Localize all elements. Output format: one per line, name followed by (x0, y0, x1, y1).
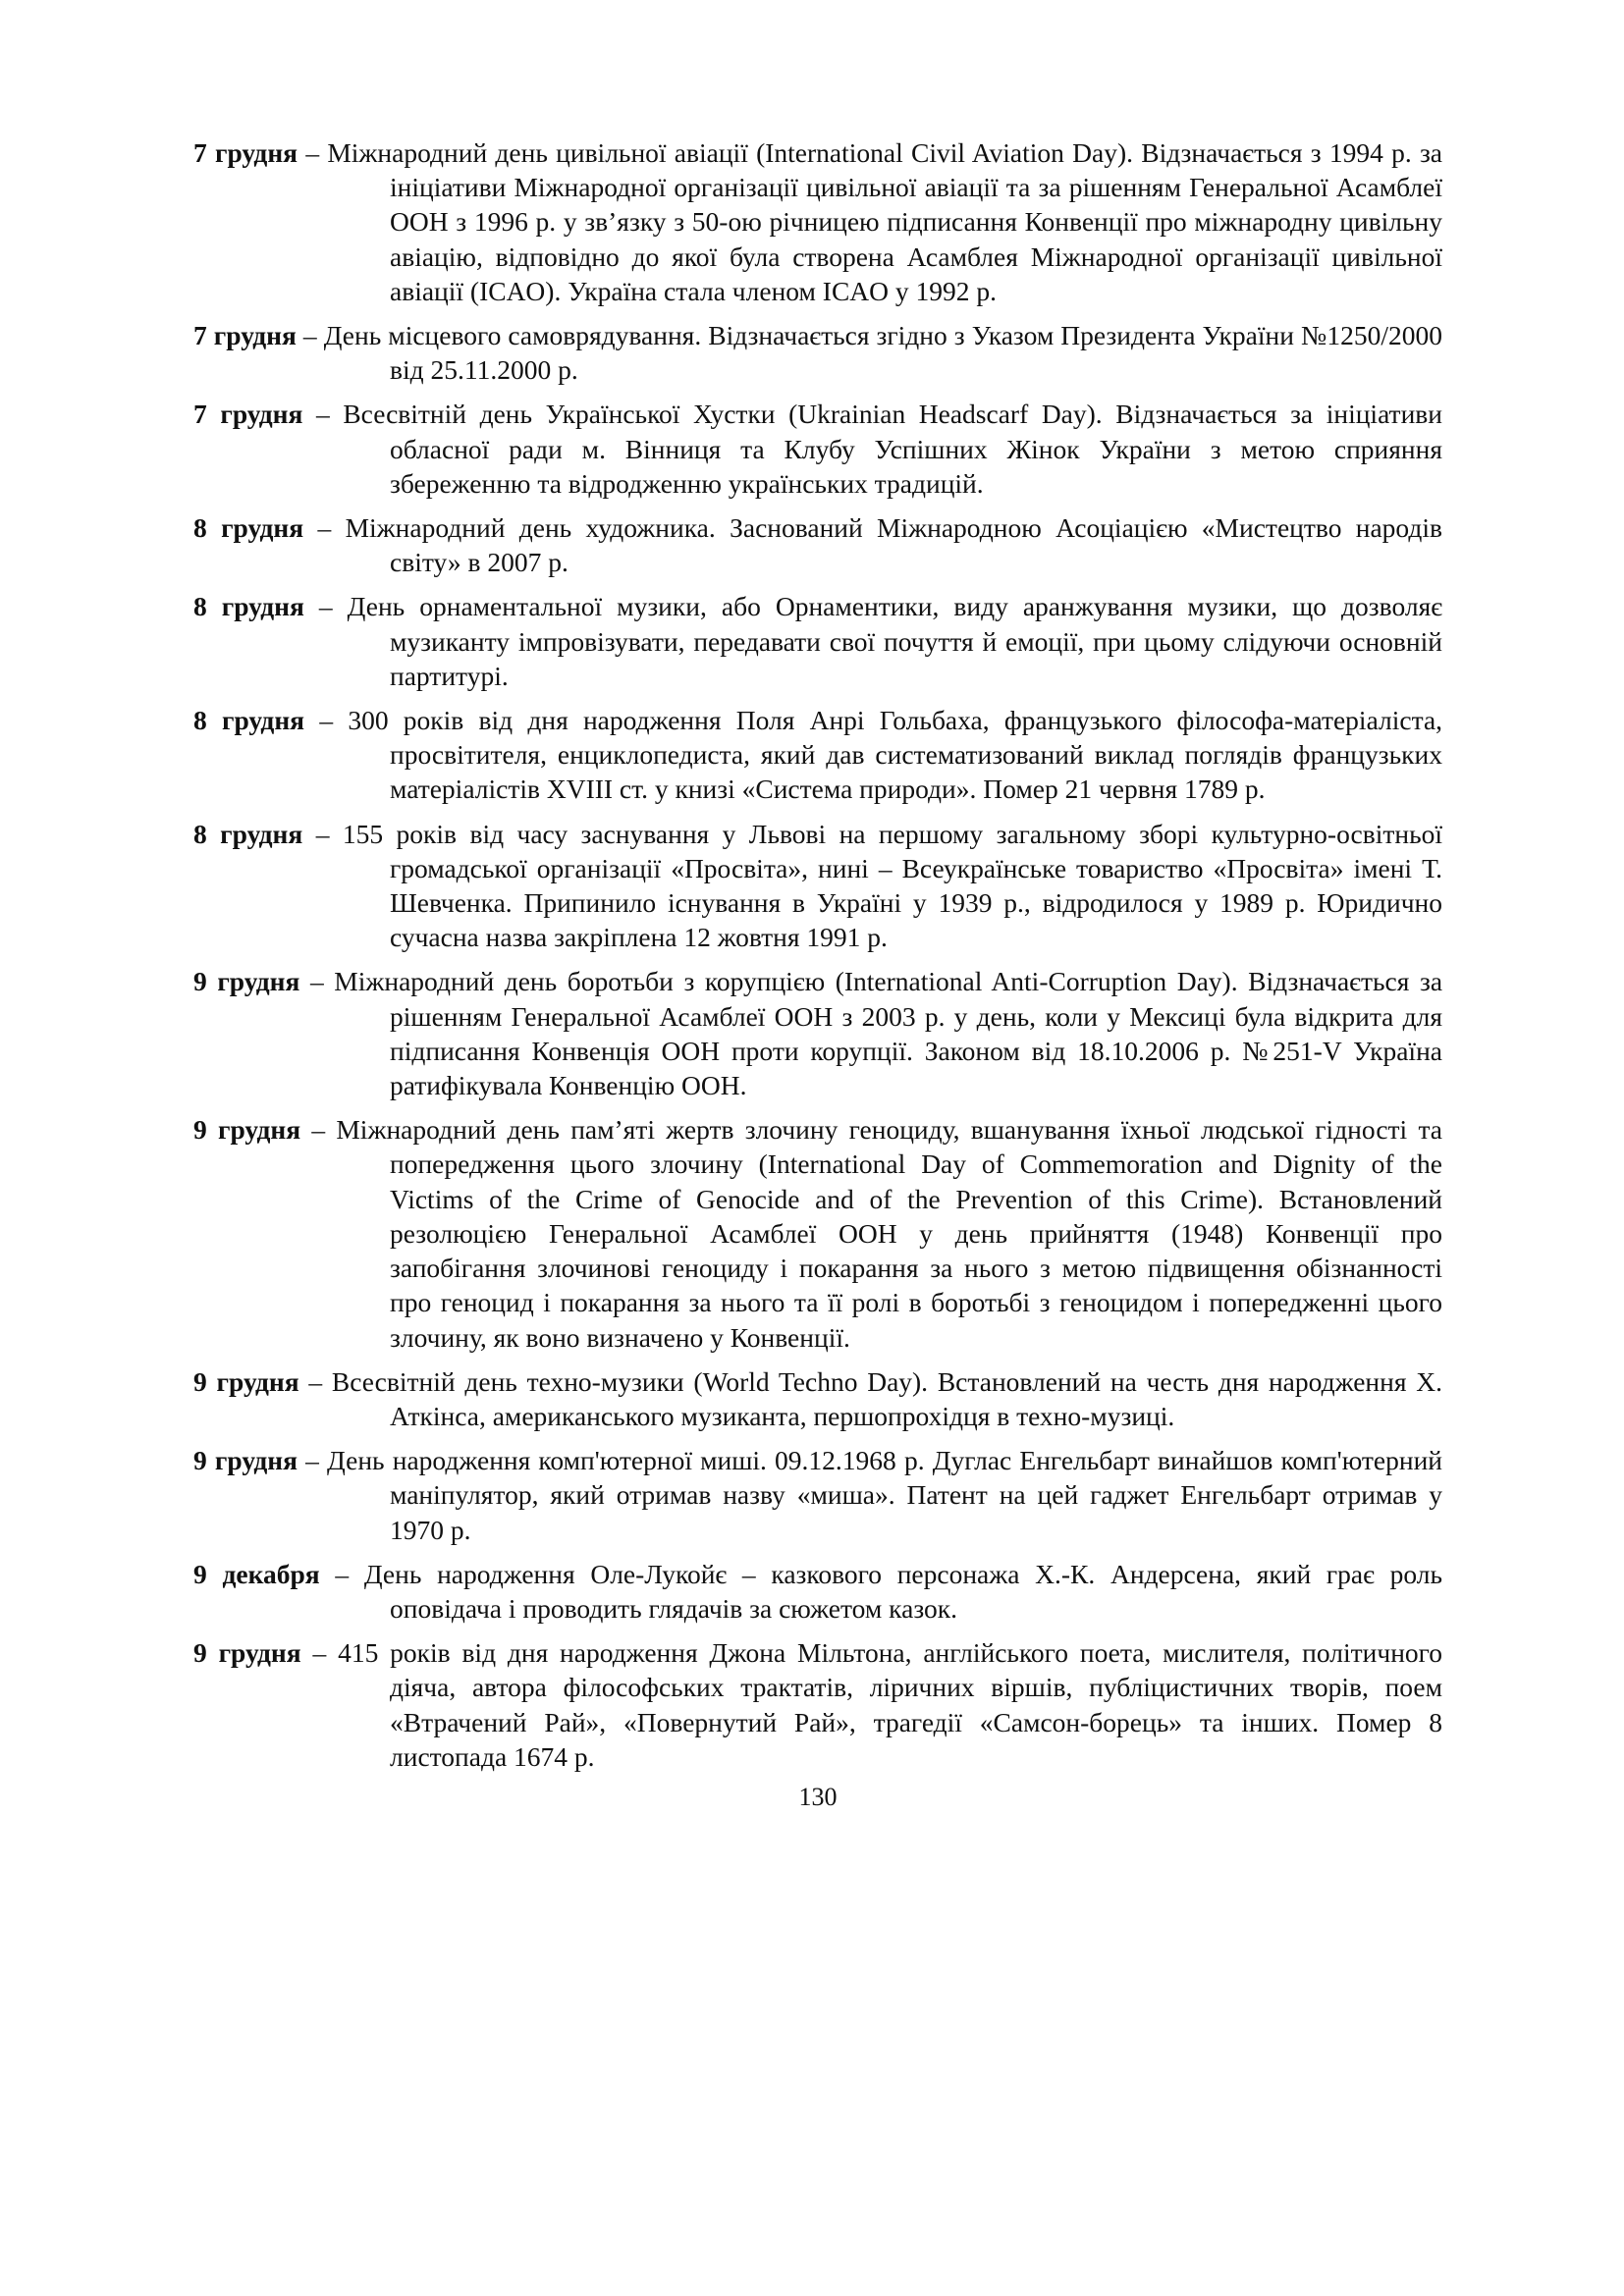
entry-text: День орнаментальної музики, або Орнаментики, виду аранжування музики, що дозволяє музиканту імпровізувати, передавати свої почуття й емоції, при цьому слідуючи основній партитурі. (347, 591, 1443, 691)
entry-dash: – (315, 818, 330, 849)
calendar-entry (193, 964, 1442, 1102)
entry-date: 8 грудня (193, 591, 304, 622)
entry-date: 9 грудня (193, 1445, 298, 1476)
entry-dash: – (305, 137, 320, 168)
calendar-entry (193, 1364, 1442, 1433)
entry-text: День народження комп'ютерної миші. 09.12.1968 р. Дуглас Енгельбарт винайшов комп'ютерний маніпулятор, який отримав назву «миша». Патент на цей гаджет Енгельбарт отримав у 1970 р. (327, 1445, 1443, 1545)
entry-text: Міжнародний день цивільної авіації (International Civil Aviation Day). Відзначається з 1994 р. за ініціативи Міжнародної організації цивільної авіації та за рішенням Генеральної Асамблеї ООН з 1996 р. у зв’язку з 50-ою річницею підписання Конвенції про міжнародну цивільну авіацію, відповідно до якої була створена Асамблея Міжнародної організації цивільної авіації (ICAO). Україна стала членом ICAO у 1992 р. (327, 137, 1443, 306)
entry-dash: – (318, 591, 333, 622)
entry-date: 8 грудня (193, 705, 305, 736)
entry-text: Всесвітній день Української Хустки (Ukrainian Headscarf Day). Відзначається за ініціативи обласної ради м. Вінниця та Клубу Успішних Жінок України з метою сприяння збереженню та відродженню українських традицій. (343, 399, 1442, 499)
document-page (193, 135, 1442, 1814)
calendar-entry (193, 1112, 1442, 1354)
entry-date: 8 грудня (193, 818, 303, 849)
calendar-entry (193, 817, 1442, 955)
entry-text: 300 років від дня народження Поля Анрі Гольбаха, французького філософа-матеріаліста, просвітителя, енциклопедиста, який дав систематизований виклад поглядів французьких матеріалістів XVIII ст. у книзі «Система природи». Помер 21 червня 1789 р. (348, 705, 1443, 805)
entry-dash: – (335, 1558, 350, 1589)
calendar-entry (193, 510, 1442, 579)
calendar-entry (193, 318, 1442, 387)
page-number: 130 (798, 1782, 838, 1811)
entry-dash: – (312, 1637, 327, 1669)
entry-dash: – (319, 705, 334, 736)
entry-date: 9 грудня (193, 966, 300, 997)
entry-date: 7 грудня (193, 137, 298, 168)
entry-text: 415 років від дня народження Джона Мільтона, англійського поета, мислителя, політичного діяча, автора філософських трактатів, ліричних віршів, публіцистичних творів, поем «Втрачений Рай», «Повернутий Рай», трагедії «Самсон-борець» та інших. Помер 8 листопада 1674 р. (338, 1637, 1443, 1772)
entry-date: 7 грудня (193, 399, 303, 430)
entry-date: 8 грудня (193, 512, 304, 544)
entry-text: Міжнародний день художника. Заснований Міжнародною Асоціацією «Мистецтво народів світу» в 2007 р. (345, 512, 1443, 578)
entry-dash: – (302, 320, 317, 351)
entry-dash: – (309, 966, 324, 997)
entry-dash: – (317, 512, 332, 544)
entry-date: 9 декабря (193, 1558, 320, 1589)
calendar-entry (193, 1443, 1442, 1547)
entry-dash: – (311, 1114, 326, 1146)
entry-dash: – (305, 1445, 319, 1476)
entry-text: 155 років від часу заснування у Львові на першому загальному зборі культурно-освітньої громадської організації «Просвіта», нині – Всеукраїнське товариство «Просвіта» імені Т. Шевченка. Припинило існування в Україні у 1939 р., відродилося у 1989 р. Юридично сучасна назва закріплена 12 жовтня 1991 р. (342, 818, 1443, 953)
calendar-entry (193, 397, 1442, 501)
calendar-entry (193, 1635, 1442, 1774)
entry-dash: – (308, 1365, 323, 1397)
calendar-entry (193, 1557, 1442, 1626)
entry-text: День народження Оле-Лукойє – казкового персонажа Х.-К. Андерсена, який грає роль оповідача і проводить глядачів за сюжетом казок. (363, 1558, 1443, 1624)
entry-text: Міжнародний день боротьби з корупцією (International Anti-Corruption Day). Відзначається за рішенням Генеральної Асамблеї ООН з 2003 р. у день, коли у Мексиці була відкрита для підписання Конвенція ООН проти корупції. Законом від 18.10.2006 р. №251-V Україна ратифікувала Конвенцію ООН. (334, 966, 1443, 1101)
entry-text: Міжнародний день пам’яті жертв злочину геноциду, вшанування їхньої людської гідності та попередження цього злочину (International Day of Commemoration and Dignity of the Victims of the Crime of Genocide and of the Prevention of this Crime). Встановлений резолюцією Генеральної Асамблеї ООН у день прийняття (1948) Конвенції про запобігання злочинові геноциду і покарання за нього з метою підвищення обізнанності про геноцид і покарання за нього та її ролі в боротьбі з геноцидом і попередженні цього злочину, як воно визначено у Конвенції. (336, 1114, 1443, 1353)
calendar-entry (193, 703, 1442, 807)
entry-date: 7 грудня (193, 320, 297, 351)
entry-date: 9 грудня (193, 1114, 301, 1146)
calendar-entry (193, 589, 1442, 693)
entry-dash: – (315, 399, 330, 430)
entry-date: 9 грудня (193, 1365, 299, 1397)
entry-date: 9 грудня (193, 1637, 301, 1669)
entry-text: Всесвітній день техно-музики (World Techno Day). Встановлений на честь дня народження Х. Аткінса, американського музиканта, першопрохідця в техно-музиці. (331, 1365, 1443, 1431)
calendar-entry (193, 135, 1442, 308)
entry-text: День місцевого самоврядування. Відзначається згідно з Указом Президента України №1250/2000 від 25.11.2000 р. (323, 320, 1443, 386)
